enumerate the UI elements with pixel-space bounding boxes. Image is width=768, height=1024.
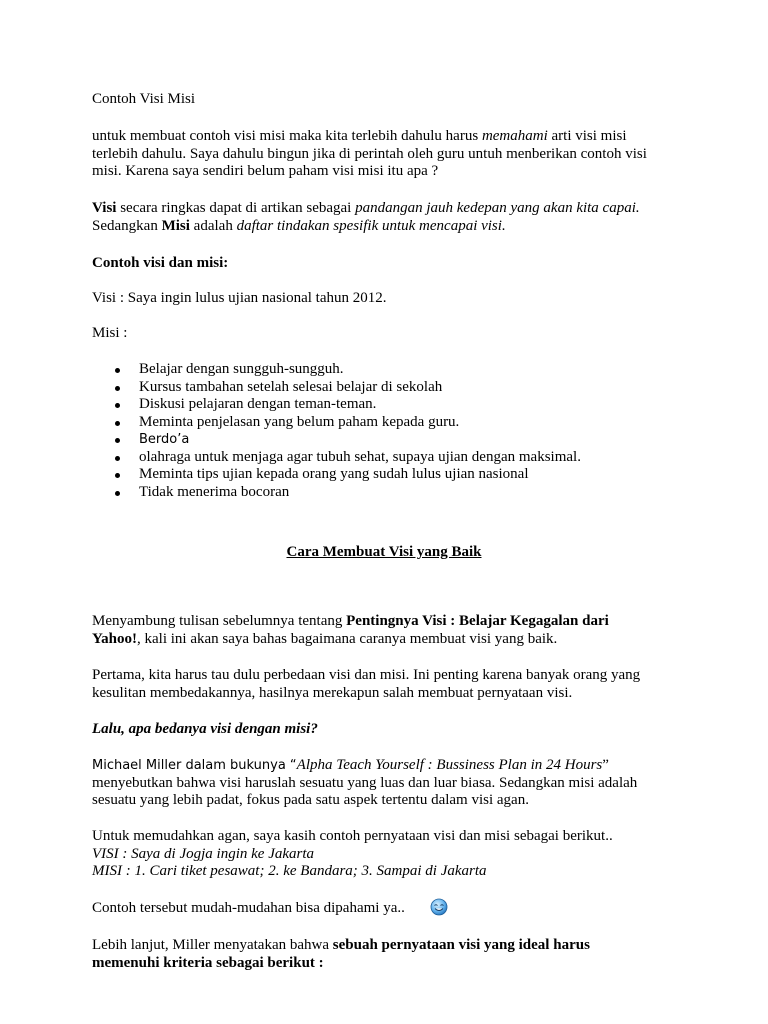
list-item: Kursus tambahan setelah selesai belajar di sekolah xyxy=(92,379,581,397)
miller-paragraph: Michael Miller dalam bukunya “Alpha Teach Yourself : Bussiness Plan in 24 Hours” menyebutkan bahwa visi haruslah sesuatu yang luas dan luar biasa. Sedangkan misi adalah sesuatu yang lebih padat, fokus pada satu aspek tertentu dalam visi agan. xyxy=(92,757,638,808)
example2-paragraph: Untuk memudahkan agan, saya kasih contoh pernyataan visi dan misi sebagai berikut.. VISI : Saya di Jogja ingin ke Jakarta MISI : 1. Cari tiket pesawat; 2. ke Bandara; 3. Sampai di Jakarta xyxy=(92,828,613,879)
list-item: Berdo’a xyxy=(92,431,581,449)
yahoo-paragraph: Menyambung tulisan sebelumnya tentang Pentingnya Visi : Belajar Kegagalan dari Yahoo!, kali ini akan saya bahas bagaimana caranya membuat visi yang baik. xyxy=(92,613,609,647)
list-item: Diskusi pelajaran dengan teman-teman. xyxy=(92,396,581,414)
bullet-icon xyxy=(115,368,120,373)
page-title: Contoh Visi Misi xyxy=(92,91,196,107)
visi-line: Visi : Saya ingin lulus ujian nasional tahun 2012. xyxy=(92,290,387,306)
list-item: olahraga untuk menjaga agar tubuh sehat, supaya ujian dengan maksimal. xyxy=(92,449,581,467)
misi-list xyxy=(92,361,581,501)
bullet-icon xyxy=(115,456,120,461)
bullet-icon xyxy=(115,491,120,496)
bullet-icon xyxy=(115,403,120,408)
bullet-icon xyxy=(115,421,120,426)
smiley-icon xyxy=(430,898,448,916)
bullet-icon xyxy=(115,473,120,478)
pertama-paragraph: Pertama, kita harus tau dulu perbedaan visi dan misi. Ini penting karena banyak orang yang kesulitan membedakannya, hasilnya merekapun salah membuat pernyataan visi. xyxy=(92,667,641,701)
final-paragraph: Lebih lanjut, Miller menyatakan bahwa sebuah pernyataan visi yang ideal harus memenuhi kriteria sebagai berikut : xyxy=(92,937,590,971)
definition-paragraph: Visi secara ringkas dapat di artikan sebagai pandangan jauh kedepan yang akan kita capai. Sedangkan Misi adalah daftar tindakan spesifik untuk mencapai visi. xyxy=(92,200,640,234)
list-item: Meminta tips ujian kepada orang yang sudah lulus ujian nasional xyxy=(92,466,581,484)
list-item: Meminta penjelasan yang belum paham kepada guru. xyxy=(92,414,581,432)
bullet-icon xyxy=(115,438,120,443)
list-item: Tidak menerima bocoran xyxy=(92,484,581,502)
section-heading: Cara Membuat Visi yang Baik xyxy=(286,544,482,560)
list-item: Belajar dengan sungguh-sungguh. xyxy=(92,361,581,379)
closing-line: Contoh tersebut mudah-mudahan bisa dipahami ya.. xyxy=(92,900,405,916)
example-heading: Contoh visi dan misi: xyxy=(92,255,229,271)
misi-label: Misi : xyxy=(92,325,128,341)
question-heading: Lalu, apa bedanya visi dengan misi? xyxy=(92,721,318,737)
bullet-icon xyxy=(115,386,120,391)
intro-paragraph: untuk membuat contoh visi misi maka kita terlebih dahulu harus memahami arti visi misi terlebih dahulu. Saya dahulu bingun jika di perintah oleh guru untuh menberikan contoh visi misi. Karena saya sendiri belum paham visi misi itu apa ? xyxy=(92,128,647,179)
